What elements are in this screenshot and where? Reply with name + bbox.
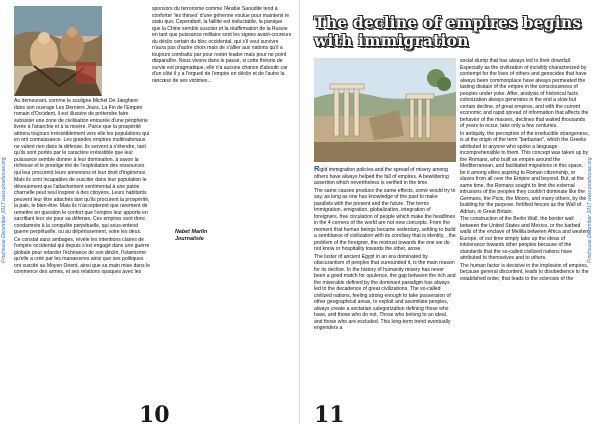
paragraph: social slump that has always led to their downfall. Especially as the civilization of incivility characterized by contempt for the lives of others and genocides that have always been commonplace have always permeated the lasting disdain of the empire in the consciousness of peoples under yoke. After, analysis of historical facts colonization always generates in the end a slow but certain decline, of great empires, and with the current economic and rapid spread of information that affects the behavior of the masses, declines that waited thousands of years to occur, take only a few centuries. xyxy=(460,58,589,129)
article-title: The decline of empires begins with immigration xyxy=(314,13,582,50)
paragraph-text: igid immigration policies and the spread of misery among others have always helped the fall of empires. A bewildering assertion which nevertheless is verified in the time. xyxy=(314,167,449,186)
left-column-1 xyxy=(14,98,150,410)
paragraph: Mais ils sont incapables de susciter dans leur population le dévouement que l'attachement sentimental à une patrie charnelle peut seul inspirer à des citoyens. Leurs habitants peuvent leur être attachés tant qu'ils procurent la prospérité, la paix, le bien-être. Mais ils n'accepteront que rarement de remettre en question le confort que l'empire leur apporte en sacrifiant leur vie pour sa défense. Ces empires sont donc condamnés à la conquête perpétuelle, qui sous-entend guerre perpétuelle, ou au dépérissement, voire les deux. xyxy=(14,177,150,235)
right-column-1 xyxy=(314,166,456,404)
right-sidebar-credit: Pinehouse December 2017 www.pinehouse.org xyxy=(587,157,593,263)
paragraph: Ce constat sans ambages, révèle les intentions claires de l'empire occidental qui depuis s'est engagé dans une guerre globale pour retarder l'échéance de son déclin, l'islamisme qu'elle a créé par les manœuvres ainsi que ses politiques ont suscité au Moyen Orient, ainsi que sa main mise dans le commerce des armes, et ses relations opaques avec les xyxy=(14,236,150,275)
page-number-right: 11 xyxy=(314,402,345,424)
paragraph: In antiquity, the perception of the irreducible strangeness, is at the origin of the term "barbarian", which the Greeks attributed to anyone who spoke a language incomprehensible to them. This concept was taken up by the Romans, who built an empire around the Mediterranean, and facilitated migrations in this space, be it among elites aspiring to Roman citizenship, or slaves from all over the Empire and beyond. But, at the same time, the Romans sought to limit the external intrusions of the peoples they couldn't dominate like the Germans, the Picts, the Moors, and many others, by the building for the purpose, fortified fences as the Wall of Adrian, in Great Britain. xyxy=(460,130,590,215)
paragraph: The same causes produce the same effects, some would try to say, as long as one has knowledge of the past to make parallels with the present and the future. The terms Immigration, emigration, globalization, integration of foreigners, free circulation of people which make the headlines in the 4 corners of the world are not new concepts. From the moment that human beings became sedentary, settling to build a semblance of civilization with its corollary that is identity, , the problem of the foreigner, the mistrust towards the one we do not know or hospitality towards the other, arose. xyxy=(314,187,456,252)
author-name: Nabet Marlin xyxy=(175,229,208,235)
author-title: Journaliste xyxy=(175,236,204,242)
right-page xyxy=(300,0,600,424)
drop-cap: R xyxy=(314,166,320,173)
page-number-left: 10 xyxy=(139,402,170,424)
classical-painting xyxy=(14,6,102,96)
right-column-2 xyxy=(460,58,590,408)
author-signature xyxy=(175,229,207,243)
paragraph: sponsors du terrorisme comme l'Arabie Saoudite tend à conforter 'les thèses' d'une géhenne voulue pour maintenir le statu quo. Cependant, la faillite est inéluctable, la panique que la Chine semble susciter et la réaffirmation de la Russie en tant que puissance militaire sont les signes avant-coureurs du déclin certain du bloc occidental, qui s'il veut survivre n'aura pas d'autre choix mais de s'allier aux nations qu'il a toujours combattu par pour rester leader mais pour ne point disparaître. Nous vivons dans le passé, si cette théorie de survie est pragmatique, elle n'a aucune chance d'aboutir car d'un côté il y a l'orgueil de l'empire en déclin et de l'autre la rancœur de ses victimes... xyxy=(152,6,292,84)
left-column-2 xyxy=(152,6,292,222)
roman-forum-photo xyxy=(314,58,456,162)
paragraph: The human factor is decisive in the implosion of empires, because general discontent, leads to disobedience to the established order, that leads to the sclerosis of the xyxy=(460,262,589,282)
left-sidebar-credit: Pinehouse December 2017 www.pinehouse.org xyxy=(1,157,7,263)
paragraph: The construction of the Berlin Wall, the border wall between the United States and Mexico, or the barbed walls of the enclave of Melilla between Africa and western Europe, of our time simply take up the ideas of intolerance towards other peoples because of the standards that the so-called civilized nations have attributed to themselves and to others. xyxy=(460,216,590,261)
paragraph xyxy=(314,166,456,187)
paragraph: Au demeurant, comme le souligne Michel De Jaeghere dans son ouvrage Les Derniers Jours. La Fin de l'Empire romain d'Occident, il est illusoire de prétendre faire subsister une zone de civilisation entourée d'une périphérie livrée à l'anarchie et à la misère. Parce que la prospérité attirera toujours irrésistiblement vers elle les populations qui en ont connaissance. Les grandes empires multinationaux ne valent rien dans la défense. Ils servent à s'étendre, tant qu'ils sont portés par le caractère irrésistible que leur puissance semble donner à leur domination, à savoir la richesse et le prestige tiré de l'exploitation des ressources qui leur procurent leurs annexions et leur droit d'ingérence. xyxy=(14,98,150,176)
paragraph: The luster of ancient Egypt in an era dominated by obscurantism of peoples that surrounded it, is the main reason for its decline. In the history of humanity misery has never been a good match for opulence, the gap between the rich and the miserable defined by the dominant paradigm has always led to the decadence of great civilizations. The so-called civilized nations, feeling strong enough to take possession of other geographical areas, to exploit and assimilate peoples, always create a sectarian categorization defining those who have, and those who do not. Those who belong to an ideal, and those who are excluded. This long-term trend eventually engenders a xyxy=(314,253,456,331)
